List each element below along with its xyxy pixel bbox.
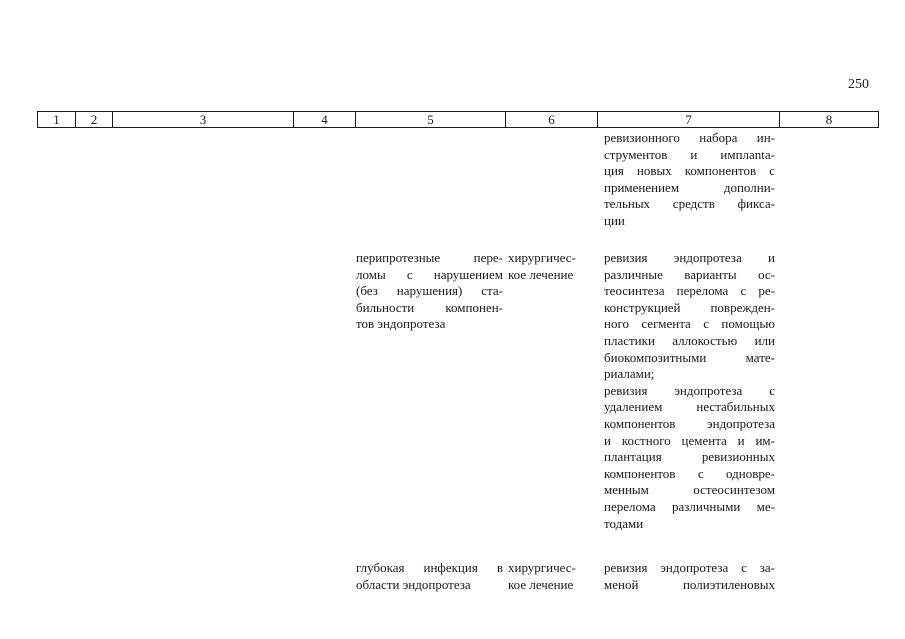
text-line: перипротезные пере- [356, 250, 503, 265]
text-line: ревизионного набора ин- [604, 130, 775, 145]
text-line: различные варианты ос- [604, 266, 775, 282]
column-number-5: 5 [356, 112, 506, 127]
text-line: и костного цемента и им- [604, 432, 775, 448]
column-number-6: 6 [506, 112, 598, 127]
text-line: пластики аллокостью или [604, 332, 775, 348]
table-header-row [37, 111, 879, 128]
text-line: конструкцией поврежден- [604, 299, 775, 315]
text-line: менным остеосинтезом [604, 482, 775, 498]
text-line: глубокая инфекция в [356, 560, 503, 575]
column-number-2: 2 [76, 112, 113, 127]
text-line: перелома различными ме- [604, 498, 775, 514]
column-number-7: 7 [598, 112, 780, 127]
page-number: 250 [848, 77, 869, 92]
text-line: области эндопротеза [356, 576, 471, 592]
text-line: меной полиэтиленовых [604, 576, 775, 592]
text-line: риалами; [604, 366, 655, 382]
text-line: ломы с нарушением [356, 266, 503, 282]
text-line: плантация ревизионных [604, 449, 775, 465]
column-number-8: 8 [825, 112, 833, 127]
text-line: тодами [604, 515, 644, 531]
text-line: хирургичес- [508, 560, 576, 575]
text-line: биокомпозитными мате- [604, 349, 775, 365]
text-line: струментов и имплanta- [604, 146, 775, 162]
text-line: тельных средств фикса- [604, 196, 775, 212]
block2-diagnosis [356, 250, 503, 333]
text-line: хирургичес- [508, 250, 576, 265]
block3-treatment-type [508, 560, 595, 593]
text-line: ревизия эндопротеза и [604, 250, 775, 265]
text-line: (без нарушения) ста- [356, 283, 503, 299]
text-line: ревизия эндопротеза с за- [604, 560, 775, 575]
text-line: тов эндопротеза [356, 316, 446, 332]
block3-treatment-method [604, 560, 775, 593]
text-line: кое лечение [508, 266, 574, 282]
text-line: ция новых компонентов с [604, 163, 775, 179]
text-line: кое лечение [508, 576, 574, 592]
column-number-3: 3 [113, 112, 294, 127]
text-line: удалением нестабильных [604, 399, 775, 415]
text-line: бильности компонен- [356, 299, 503, 315]
text-line: применением дополни- [604, 179, 775, 195]
block3-diagnosis [356, 560, 503, 593]
block2-treatment-type [508, 250, 595, 283]
block2-treatment-method [604, 250, 775, 532]
text-line: теосинтеза перелома с ре- [604, 283, 775, 299]
column-number-1: 1 [38, 112, 76, 127]
block1-treatment-method [604, 130, 775, 230]
text-line: ревизия эндопротеза с [604, 382, 775, 398]
text-line: ции [604, 212, 625, 228]
text-line: компонентов с одновре- [604, 465, 775, 481]
text-line: компонентов эндопротеза [604, 415, 775, 431]
text-line: ного сегмента с помощью [604, 316, 775, 332]
column-number-4: 4 [294, 112, 356, 127]
